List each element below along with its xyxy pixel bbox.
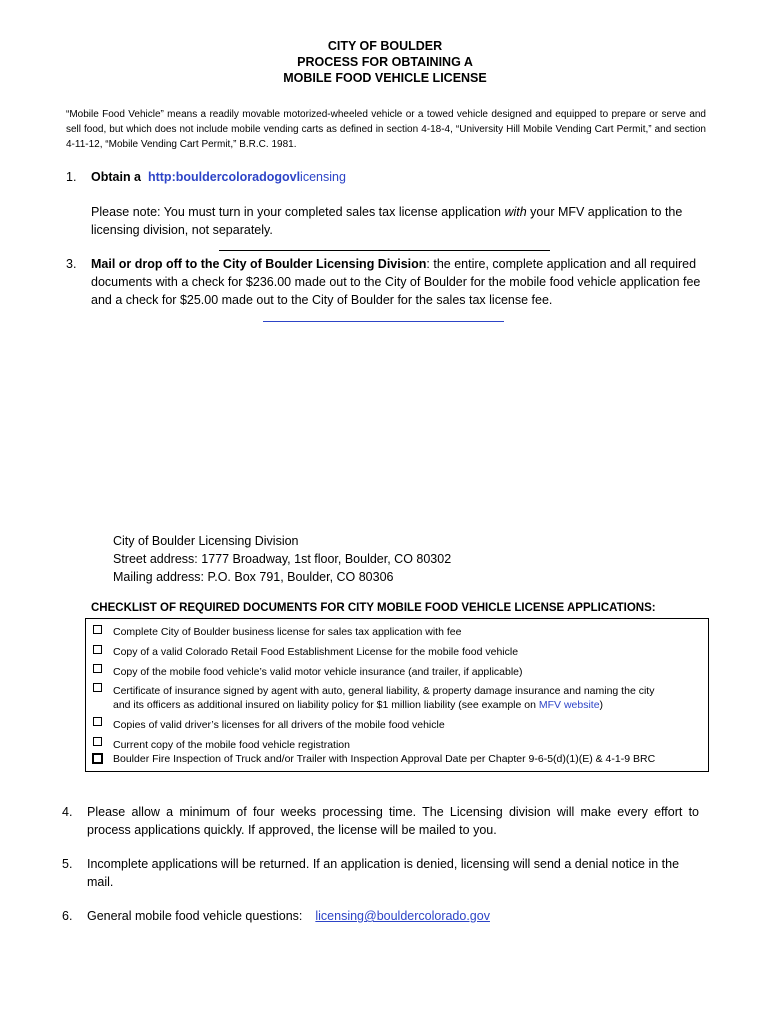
step-3-text: : the entire, complete application and all required documents with a check for $236.00 made out to the City of Boulder for the mobile food vehicle application fee and a check for $25.00 made out to the City of Boulder for the sales tax license fee. — [91, 257, 701, 307]
divider-line — [219, 250, 550, 251]
address-division: City of Boulder Licensing Division — [113, 534, 299, 548]
checklist-item-4: Certificate of insurance signed by agent with auto, general liability, & property damage insurance and naming the city — [113, 685, 655, 697]
blue-underline — [263, 321, 504, 322]
sales-tax-note — [91, 203, 701, 239]
checkbox-6[interactable] — [93, 737, 102, 746]
email-link[interactable]: licensing@bouldercolorado.gov — [315, 909, 490, 923]
checkbox-7[interactable] — [92, 753, 103, 764]
checkbox-5[interactable] — [93, 717, 102, 726]
step-4-number: 4. — [62, 805, 73, 819]
step-1 — [91, 168, 346, 186]
checklist-item-7: Boulder Fire Inspection of Truck and/or Trailer with Inspection Approval Date per Chapter 9-6-5(d)(1)(E) & 4-1-9 BRC — [113, 753, 656, 765]
checklist-item-5: Copies of valid driver’s licenses for all drivers of the mobile food vehicle — [113, 719, 445, 731]
checklist-item-4-text: and its officers as additional insured on liability policy for $1 million liability (see example on — [113, 699, 539, 711]
step-3-number: 3. — [66, 257, 77, 271]
checklist-item-3: Copy of the mobile food vehicle’s valid motor vehicle insurance (and trailer, if applicable) — [113, 666, 523, 678]
mfv-website-link[interactable]: MFV website — [538, 699, 600, 711]
checkbox-1[interactable] — [93, 625, 102, 634]
checkbox-3[interactable] — [93, 664, 102, 673]
checkbox-4[interactable] — [93, 683, 102, 692]
checklist-item-2: Copy of a valid Colorado Retail Food Establishment License for the mobile food vehicle — [113, 646, 519, 658]
title-line-1: CITY OF BOULDER — [327, 39, 443, 53]
checklist-item-6: Current copy of the mobile food vehicle registration — [113, 739, 350, 751]
address-mailing: Mailing address: P.O. Box 791, Boulder, CO 80306 — [113, 570, 394, 584]
checklist-item-4-end: ) — [599, 699, 604, 711]
definition-paragraph: “Mobile Food Vehicle” means a readily movable motorized-wheeled vehicle or a towed vehicle designed and equipped to prepare or serve and sell food, but which does not include mobile vending carts as defined in section 4-18-4, “University Hill Mobile Vending Cart Permit,” and section 4-11-12, “Mobile Vending Cart Permit,” B.R.C. 1981. — [66, 109, 706, 150]
title-line-3: MOBILE FOOD VEHICLE LICENSE — [283, 71, 487, 85]
checklist-item-4-line-2 — [113, 698, 603, 712]
checkbox-2[interactable] — [93, 645, 102, 654]
note-part-2: your MFV application to the licensing division, not separately. — [91, 205, 683, 237]
step-3 — [91, 255, 709, 309]
checklist-title: CHECKLIST OF REQUIRED DOCUMENTS FOR CITY MOBILE FOOD VEHICLE LICENSE APPLICATIONS: — [91, 602, 656, 614]
address-street: Street address: 1777 Broadway, 1st floor, Boulder, CO 80302 — [113, 552, 452, 566]
licensing-link[interactable] — [148, 170, 346, 184]
step-6-number: 6. — [62, 909, 73, 923]
step-6-text: General mobile food vehicle questions: — [87, 909, 303, 923]
step-5-number: 5. — [62, 857, 73, 871]
licensing-link-rest: icensing — [300, 170, 346, 184]
note-part-1: Please note: You must turn in your completed sales tax license application — [91, 205, 505, 219]
note-emphasis: with — [504, 205, 527, 219]
checklist-item-1: Complete City of Boulder business license for sales tax application with fee — [113, 626, 462, 638]
step-5-text: Incomplete applications will be returned. If an application is denied, licensing will send a denial notice in the mail. — [87, 857, 680, 889]
step-4-text: Please allow a minimum of four weeks processing time. The Licensing division will make every effort to process applications quickly. If approved, the license will be mailed to you. — [87, 805, 699, 837]
title-line-2: PROCESS FOR OBTAINING A — [297, 55, 473, 69]
licensing-link-bold: http:bouldercoloradogovl — [147, 170, 301, 184]
step-1-number: 1. — [66, 170, 77, 184]
step-3-bold: Mail or drop off to the City of Boulder Licensing Division — [91, 257, 427, 271]
step-1-lead: Obtain a — [91, 170, 142, 184]
step-6 — [87, 907, 518, 925]
